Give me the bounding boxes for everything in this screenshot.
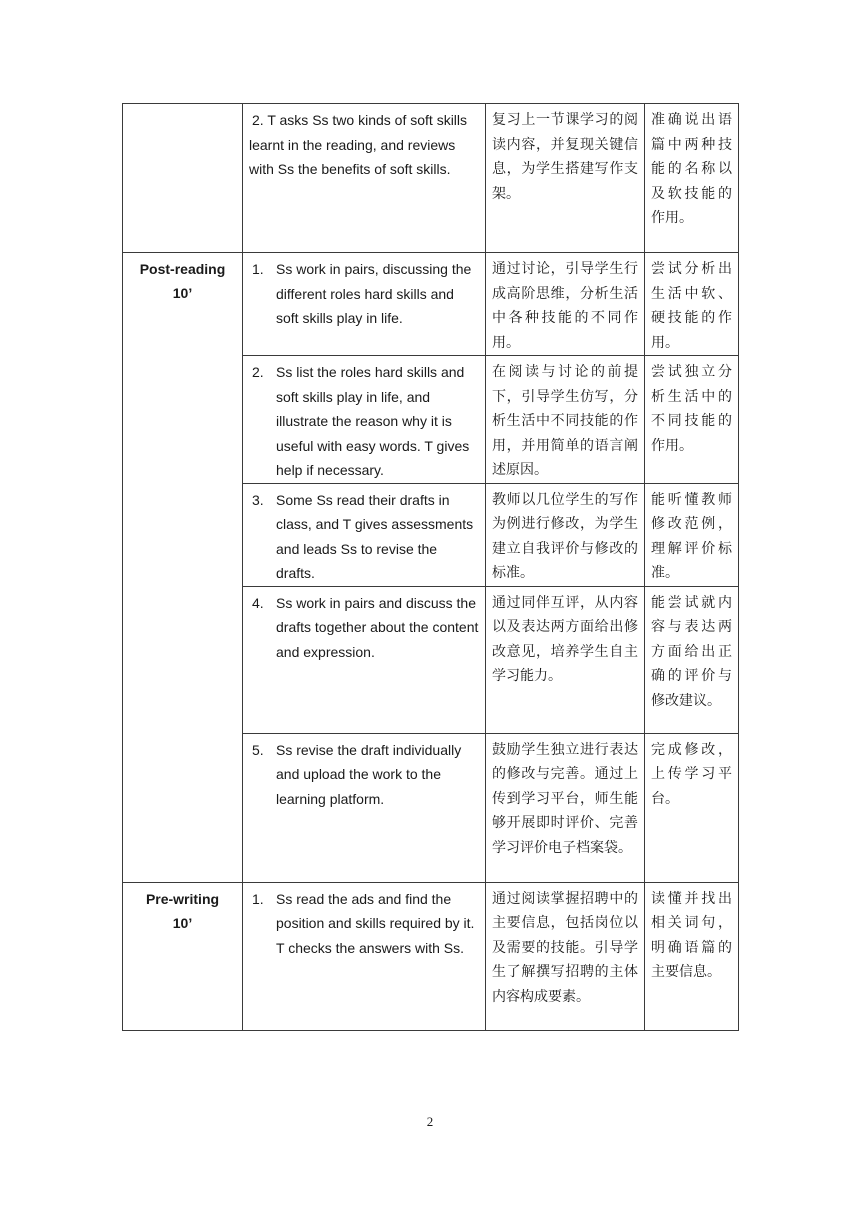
evaluation-cell: 尝试独立分析生活中的不同技能的作用。 xyxy=(645,356,739,484)
activity-text: Ss list the roles hard skills and soft skills play in life, and illustrate the reason why it is useful with easy words. T gives help if necessary. xyxy=(276,364,470,478)
activity-text: Ss read the ads and find the position and skills required by it. T checks the answers with Ss. xyxy=(276,890,475,956)
activity-cell xyxy=(243,104,486,253)
evaluation-cell: 能尝试就内容与表达两方面给出正确的评价与修改建议。 xyxy=(645,586,739,733)
stage-time: 10’ xyxy=(172,914,193,931)
purpose-cell: 通过阅读掌握招聘中的主要信息，包括岗位以及需要的技能。引导学生了解撰写招聘的主体内容构成要素。 xyxy=(486,882,645,1030)
stage-title: Pre-writing xyxy=(145,890,220,907)
evaluation-cell: 读懂并找出相关词句，明确语篇的主要信息。 xyxy=(645,882,739,1030)
activity-text: Ss work in pairs and discuss the drafts together about the content and expression. xyxy=(276,594,479,660)
stage-cell-post-reading xyxy=(123,253,243,883)
stage-cell-empty xyxy=(123,104,243,253)
activity-number: 3. xyxy=(252,491,264,508)
stage-cell-pre-writing xyxy=(123,882,243,1030)
evaluation-cell: 完成修改，上传学习平台。 xyxy=(645,733,739,882)
activity-text: Ss revise the draft individually and upload the work to the learning platform. xyxy=(276,741,462,807)
stage-time: 10’ xyxy=(172,285,193,301)
evaluation-cell: 准确说出语篇中两种技能的名称以及软技能的作用。 xyxy=(645,104,739,253)
table-row xyxy=(123,253,739,356)
activity-text: Ss work in pairs, discussing the different roles hard skills and soft skills play in life. xyxy=(276,261,472,326)
purpose-cell: 在阅读与讨论的前提下，引导学生仿写，分析生活中不同技能的作用，并用简单的语言阐述原因。 xyxy=(486,356,645,484)
lesson-plan-table xyxy=(122,103,739,1031)
page-number: 2 xyxy=(426,1114,434,1129)
activity-cell xyxy=(243,356,486,484)
table-row xyxy=(123,104,739,253)
activity-number: 4. xyxy=(252,594,264,611)
evaluation-cell: 能听懂教师修改范例，理解评价标准。 xyxy=(645,483,739,586)
activity-number: 2. xyxy=(252,364,264,380)
activity-number: 2. xyxy=(252,112,264,128)
activity-cell xyxy=(243,586,486,733)
evaluation-cell: 尝试分析出生活中软、硬技能的作用。 xyxy=(645,253,739,356)
activity-cell xyxy=(243,483,486,586)
table-row xyxy=(123,882,739,1030)
purpose-cell: 通过同伴互评，从内容以及表达两方面给出修改意见，培养学生自主学习能力。 xyxy=(486,586,645,733)
purpose-cell: 通过讨论，引导学生行成高阶思维，分析生活中各种技能的不同作用。 xyxy=(486,253,645,356)
activity-cell xyxy=(243,733,486,882)
purpose-cell: 教师以几位学生的写作为例进行修改，为学生建立自我评价与修改的标准。 xyxy=(486,483,645,586)
activity-number: 5. xyxy=(252,741,264,758)
activity-text: T asks Ss two kinds of soft skills learnt in the reading, and reviews with Ss the benefits of soft skills. xyxy=(249,112,468,177)
stage-title: Post-reading xyxy=(139,261,226,277)
activity-number: 1. xyxy=(252,261,264,277)
activity-cell xyxy=(243,253,486,356)
purpose-cell: 复习上一节课学习的阅读内容，并复现关键信息，为学生搭建写作支架。 xyxy=(486,104,645,253)
activity-number: 1. xyxy=(252,890,264,907)
activity-text: Some Ss read their drafts in class, and T gives assessments and leads Ss to revise the drafts. xyxy=(276,491,474,581)
purpose-cell: 鼓励学生独立进行表达的修改与完善。通过上传到学习平台，师生能够开展即时评价、完善学习评价电子档案袋。 xyxy=(486,733,645,882)
activity-cell xyxy=(243,882,486,1030)
